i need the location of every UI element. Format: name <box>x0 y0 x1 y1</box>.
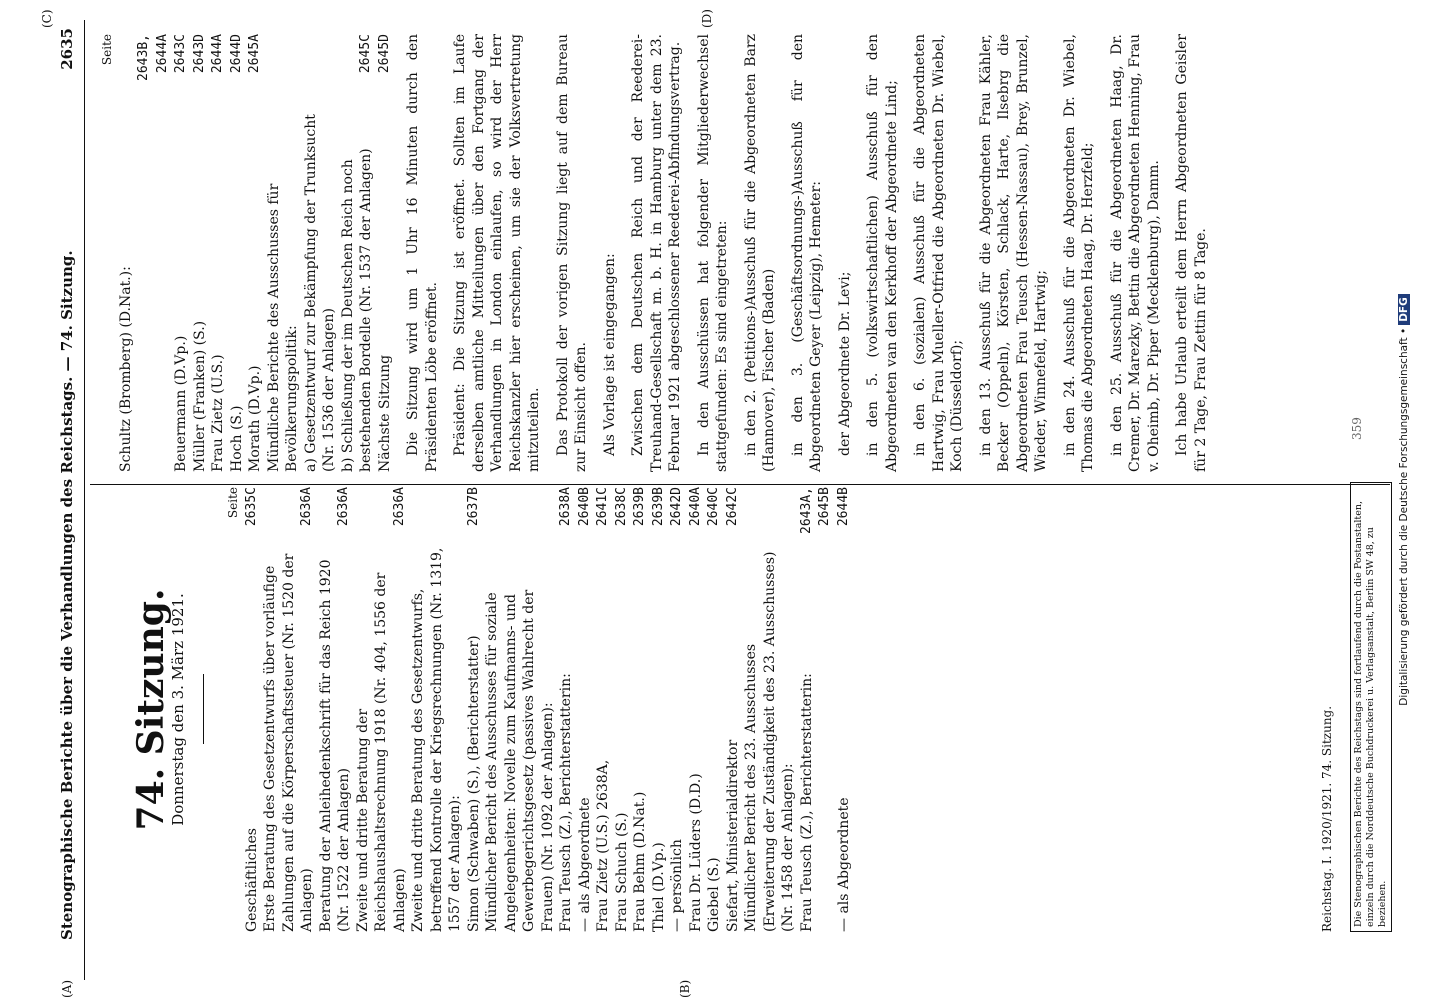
toc-entry-text: Mündliche Berichte des Ausschusses für Bevölkerungspolitik: <box>265 183 300 472</box>
toc-entry-text: Morath (D.Vp.) <box>247 365 263 472</box>
toc-entry-page: 2644D <box>228 34 244 74</box>
toc-entry-page: 2641C <box>595 487 610 527</box>
toc-entry-text: Beratung der Anleihedenkschrift für das Reich 1920 (Nr. 1522 der Anlagen) <box>317 559 352 932</box>
toc-entry-text: — persönlich <box>669 839 685 932</box>
toc-entry <box>135 34 172 472</box>
toc-entry-text: Frau Schuch (S.) <box>613 812 630 932</box>
toc-entry-text: Mündlicher Bericht des Ausschusses für soziale Angelegenheiten: Novelle zum Kaufmanns- und Gewerbegerichtsgesetz (passives Wahlrecht der Frauen) (Nr. 1092 der Anlagen): <box>484 589 556 932</box>
right-column <box>98 34 1210 472</box>
toc-entry-text: Frau Zietz (U.S.) 2638A, <box>595 759 611 932</box>
handwritten-number: 359 <box>1350 417 1364 440</box>
protocol-paragraph: Die Sitzung wird um 1 Uhr 16 Minuten durch den Präsidenten Löbe eröffnet. <box>405 34 440 472</box>
toc-entry-text: Mündlicher Bericht des 23. Ausschusses (Erweiterung der Zuständigkeit des 23. Ausschusses) (Nr. 1458 der Anlagen): <box>743 551 796 932</box>
toc-entry-text: Thiel (D.Vp.) <box>650 842 667 932</box>
toc-entry-text: Geschäftliches <box>243 828 260 932</box>
toc-entry-page: 2645A <box>247 34 262 74</box>
protocol-paragraph: Präsident: Die Sitzung ist eröffnet. Sollten im Laufe derselben amtliche Mitteilungen über den Fortgang der Verhandlungen in London einlaufen, so wird der Herr Reichskanzler hier erscheinen, um sie der Volksvertretung mitzuteilen. <box>452 34 542 472</box>
toc-entry <box>816 487 835 932</box>
toc-entry <box>594 487 613 932</box>
toc-entry <box>376 34 395 472</box>
toc-entry <box>246 34 265 472</box>
toc-entry-page: 2638A <box>558 487 573 527</box>
toc-entry-text: Frau Teusch (Z.), Berichterstatterin: <box>798 673 815 932</box>
column-divider <box>90 484 1390 485</box>
toc-entry-page: 2640B <box>576 487 592 527</box>
protocol-paragraph: in den 3. (Geschäftsordnungs-)Ausschuß für den Abgeordneten Geyer (Leipzig), Hemeter: <box>789 34 824 472</box>
toc-entry-page: 2638C <box>613 487 629 527</box>
toc-entry-page: 2639B <box>650 487 666 527</box>
protocol-paragraph: Das Protokoll der vorigen Sitzung liegt auf dem Bureau zur Einsicht offen. <box>554 34 589 472</box>
toc-entry-text: Erste Beratung des Gesetzentwurfs über vorläufige Zahlungen auf die Körperschaftssteuer (Nr. 1520 der Anlagen) <box>262 553 315 932</box>
toc-entry <box>557 487 576 932</box>
protocol-paragraph: in den 25. Ausschuß für die Abgeordneten Haag, Dr. Cremer, Dr. Marezky, Bettin die Abgeordneten Henning, Frau v. Oheimb, Dr. Piper (Mecklenburg), Damm. <box>1108 34 1162 472</box>
toc-entry-text: Frau Teusch (Z.), Berichterstatterin: <box>558 673 574 932</box>
toc-entry-page: 2645D <box>376 34 392 74</box>
session-title: 74. Sitzung. <box>130 588 172 831</box>
footer-line: Reichstag. I. 1920/1921. 74. Sitzung. <box>1320 705 1334 932</box>
toc-entry <box>798 487 817 932</box>
toc-entry <box>191 34 210 472</box>
dfg-text: Digitalisierung gefördert durch die Deutsche Forschungsgemeinschaft • <box>1398 327 1410 706</box>
header-title: Stenographische Berichte über die Verhandlungen des Reichstags. — 74. Sitzung. <box>58 250 76 940</box>
toc-entry-page: 2637B <box>465 487 481 527</box>
toc-entry-page: 2645C <box>358 34 373 74</box>
dfg-credit <box>1398 0 1410 1000</box>
toc-entry-page: 2643D <box>191 34 207 74</box>
toc-entry-page: 2643A, <box>798 487 814 534</box>
table-of-contents-left <box>243 487 854 932</box>
toc-entry <box>650 487 669 932</box>
toc-entry-page: 2642D <box>669 487 684 527</box>
header-rule <box>84 20 85 980</box>
toc-entry <box>742 487 798 932</box>
toc-entry <box>835 487 854 932</box>
protocol-paragraph: in den 5. (volkswirtschaftlichen) Ausschuß für den Abgeordneten van den Kerkhoff der Abgeordnete Lind; <box>865 34 900 472</box>
toc-entry-page: 2643B, 2644A <box>136 34 170 81</box>
seite-label: Seite <box>226 487 240 519</box>
toc-entry <box>317 487 354 932</box>
toc-entry <box>339 34 376 472</box>
toc-entry <box>668 487 687 932</box>
toc-entry-page: 2635C <box>243 487 259 527</box>
protocol-paragraph: in den 2. (Petitions-)Ausschuß für die Abgeordneten Barz (Hannover), Fischer (Baden) <box>742 34 777 472</box>
toc-entry-text: Frau Dr. Lüders (D.D.) <box>687 773 704 932</box>
toc-entry <box>724 487 743 932</box>
toc-entry-text: Zweite und dritte Beratung der Reichshaushaltsrechnung 1918 (Nr. 404, 1556 der Anlagen) <box>354 572 408 932</box>
toc-entry-page: 2639B <box>632 487 647 527</box>
toc-entry-text: Hoch (S.) <box>228 405 245 472</box>
toc-entry <box>302 34 339 472</box>
toc-entry-text: Frau Behm (D.Nat.) <box>632 791 648 932</box>
toc-entry-text: Giebel (S.) <box>706 857 722 932</box>
page-header <box>58 20 80 980</box>
toc-entry-text: Frau Zietz (U.S.) <box>210 354 226 472</box>
protocol-paragraph: der Abgeordnete Dr. Levi; <box>836 271 853 456</box>
left-column <box>98 487 853 932</box>
toc-entry <box>209 34 228 472</box>
toc-entry <box>409 487 465 932</box>
column-marker-b: (B) <box>678 979 692 998</box>
toc-entry-page: 2636A <box>299 487 314 527</box>
seite-label-right: Seite <box>100 34 114 66</box>
protocol-paragraph: Zwischen dem Deutschen Reich und der Reederei-Treuhand-Gesellschaft m. b. H. in Hamburg unter dem 23. Februar 1921 abgeschlossener Reederei-Abfindungsvertrag. <box>630 34 683 472</box>
toc-entry-text: Nächste Sitzung <box>376 354 393 472</box>
protocol-text <box>404 34 1210 472</box>
toc-entry-text: — als Abgeordnete <box>835 797 852 932</box>
protocol-paragraph: in den 24. Ausschuß für die Abgeordneten Dr. Wiebel, Thomas die Abgeordneten Haag, Dr. Herzfeld; <box>1061 34 1096 472</box>
toc-entry-text: a) Gesetzentwurf zur Bekämpfung der Trunksucht (Nr. 1536 der Anlagen) <box>302 114 337 472</box>
toc-entry-text: — als Abgeordnete <box>576 797 593 932</box>
protocol-paragraph: in den 13. Ausschuß für die Abgeordneten Frau Kähler, Becker (Oppeln), Körsten, Schlack, Harte, Ilsebrg die Abgeordneten Frau Teusch (Hessen-Nassau), Brey, Brunzel, Wieder, Winnefeld, Hartwig; <box>977 34 1049 472</box>
toc-entry <box>117 34 136 472</box>
footer-notice-box: Die Stenographischen Berichte des Reichstags sind fortlaufend durch die Postanstalten, einzeln durch die Norddeutsche Buchdruckerei u. Verlagsanstalt, Berlin SW 48, zu beziehen. <box>1350 482 1392 932</box>
toc-entry-text: Beuermann (D.Vp.) <box>173 335 189 472</box>
protocol-paragraph: Als Vorlage ist eingegangen: <box>601 253 618 456</box>
dfg-logo: DFG <box>1398 294 1410 325</box>
toc-entry <box>261 487 317 932</box>
toc-entry-page: 2645B <box>817 487 832 527</box>
column-marker-d: (D) <box>700 9 714 28</box>
toc-entry-text: Schultz (Bromberg) (D.Nat.): <box>117 266 134 472</box>
toc-entry <box>465 487 484 932</box>
toc-entry-page: 2640C <box>706 487 721 527</box>
toc-entry-page: 2640A <box>687 487 703 527</box>
toc-entry <box>172 34 191 472</box>
toc-entry <box>576 487 595 932</box>
table-of-contents-right <box>117 34 395 472</box>
toc-entry-page: 2644A <box>210 34 225 74</box>
toc-entry-text: Müller (Franken) (S.) <box>191 320 208 472</box>
toc-entry <box>483 487 557 932</box>
toc-entry-page: 2643C <box>173 34 188 74</box>
toc-entry <box>243 487 262 932</box>
toc-entry <box>705 487 724 932</box>
toc-entry <box>613 487 632 932</box>
toc-entry-page: 2644B <box>835 487 851 527</box>
session-date: Donnerstag den 3. März 1921. <box>168 593 187 826</box>
toc-entry <box>354 487 410 932</box>
toc-entry-page: 2642C <box>724 487 740 527</box>
toc-entry <box>687 487 706 932</box>
toc-entry <box>631 487 650 932</box>
column-marker-c: (C) <box>40 9 54 28</box>
toc-entry-text: Simon (Schwaben) (S.), (Berichterstatter) <box>465 635 482 932</box>
column-marker-a: (A) <box>60 979 74 998</box>
toc-entry-text: Siefart, Ministerialdirektor <box>724 739 741 932</box>
protocol-paragraph: Ich habe Urlaub erteilt dem Herrn Abgeordneten Geisler für 2 Tage, Frau Zettin für 8 Tage. <box>1174 34 1209 472</box>
toc-entry-text: b) Schließung der im Deutschen Reich noch bestehenden Bordelle (Nr. 1537 der Anlagen) <box>339 148 374 472</box>
page-number: 2635 <box>58 28 76 70</box>
toc-entry <box>228 34 247 472</box>
toc-entry-page: 2636A <box>391 487 407 527</box>
title-rule <box>203 675 204 745</box>
protocol-paragraph: In den Ausschüssen hat folgender Mitgliederwechsel stattgefunden: Es sind eingetreten: <box>695 34 730 472</box>
protocol-paragraph: in den 6. (sozialen) Ausschuß für die Abgeordneten Hartwig, Frau Mueller-Otfried die Abgeordneten Dr. Wiebel, Koch (Düsseldorf); <box>912 34 965 472</box>
toc-entry-text: Zweite und dritte Beratung des Gesetzentwurfs, betreffend Kontrolle der Kriegsrechnungen (Nr. 1319, 1557 der Anlagen): <box>410 547 463 932</box>
toc-entry <box>265 34 302 472</box>
toc-entry-page: 2636A <box>336 487 351 527</box>
